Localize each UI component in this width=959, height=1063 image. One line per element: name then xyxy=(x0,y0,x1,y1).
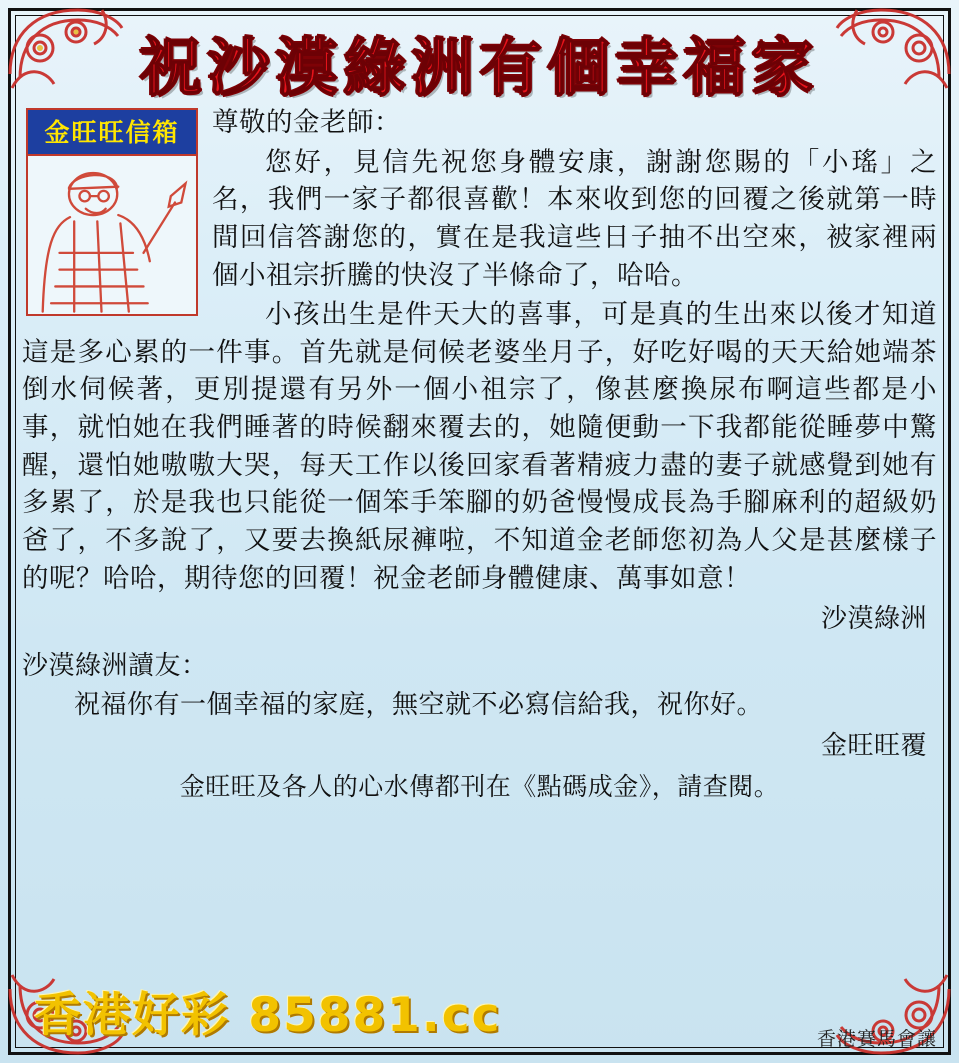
letter-paragraph-1: 您好，見信先祝您身體安康，謝謝您賜的「小瑤」之名，我們一家子都很喜歡！本來收到您的回覆之後就第一時間回信答謝您的，實在是我這些日子抽不出空來，被家裡兩個小祖宗折騰的快沒了半條命了，哈哈。 xyxy=(212,146,937,291)
letter-signature: 沙漠綠洲 xyxy=(820,604,927,635)
watermark-right: 香港賽馬會讓 xyxy=(816,1028,937,1050)
letter-paragraph-2: 小孩出生是件天大的喜事，可是真的生出來以後才知道這是多心累的一件事。首先就是伺候老婆坐月子，好吃好喝的天天給她端茶倒水伺候著，更別提還有另外一個小祖宗了，像甚麼換尿布啊這些都是小事，就怕她在我們睡著的時候翻來覆去的，她隨便動一下我都能從睡夢中驚醒，還怕她嗷嗷大哭，每天工作以後回家看著精疲力盡的妻子就感覺到她有多累了，於是我也只能從一個笨手笨腳的奶爸慢慢成長為手腳麻利的超級奶爸了，不多說了，又要去換紙尿褲啦，不知道金老師您初為人父是甚麼樣子的呢？哈哈，期待您的回覆！祝金老師身體健康、萬事如意！ xyxy=(22,299,937,594)
watermark-left: 香港好彩 85881.cc xyxy=(34,988,502,1043)
letter-salutation: 尊敬的金老師： xyxy=(212,107,401,138)
footer-note: 金旺旺及各人的心水傳都刊在《點碼成金》，請查閱。 xyxy=(179,771,780,801)
letter-content xyxy=(22,104,937,977)
reply-body: 祝福你有一個幸福的家庭，無空就不必寫信給我，祝你好。 xyxy=(74,689,764,720)
reply-salutation: 沙漠綠洲讀友： xyxy=(22,651,208,682)
reply-signature: 金旺旺覆 xyxy=(820,730,927,761)
mailbox-logo-caption: 金旺旺信箱 xyxy=(28,110,196,156)
page-title: 祝沙漠綠洲有個幸福家 xyxy=(139,31,820,104)
mailbox-logo xyxy=(26,108,198,316)
pointing-man-icon xyxy=(28,156,196,314)
